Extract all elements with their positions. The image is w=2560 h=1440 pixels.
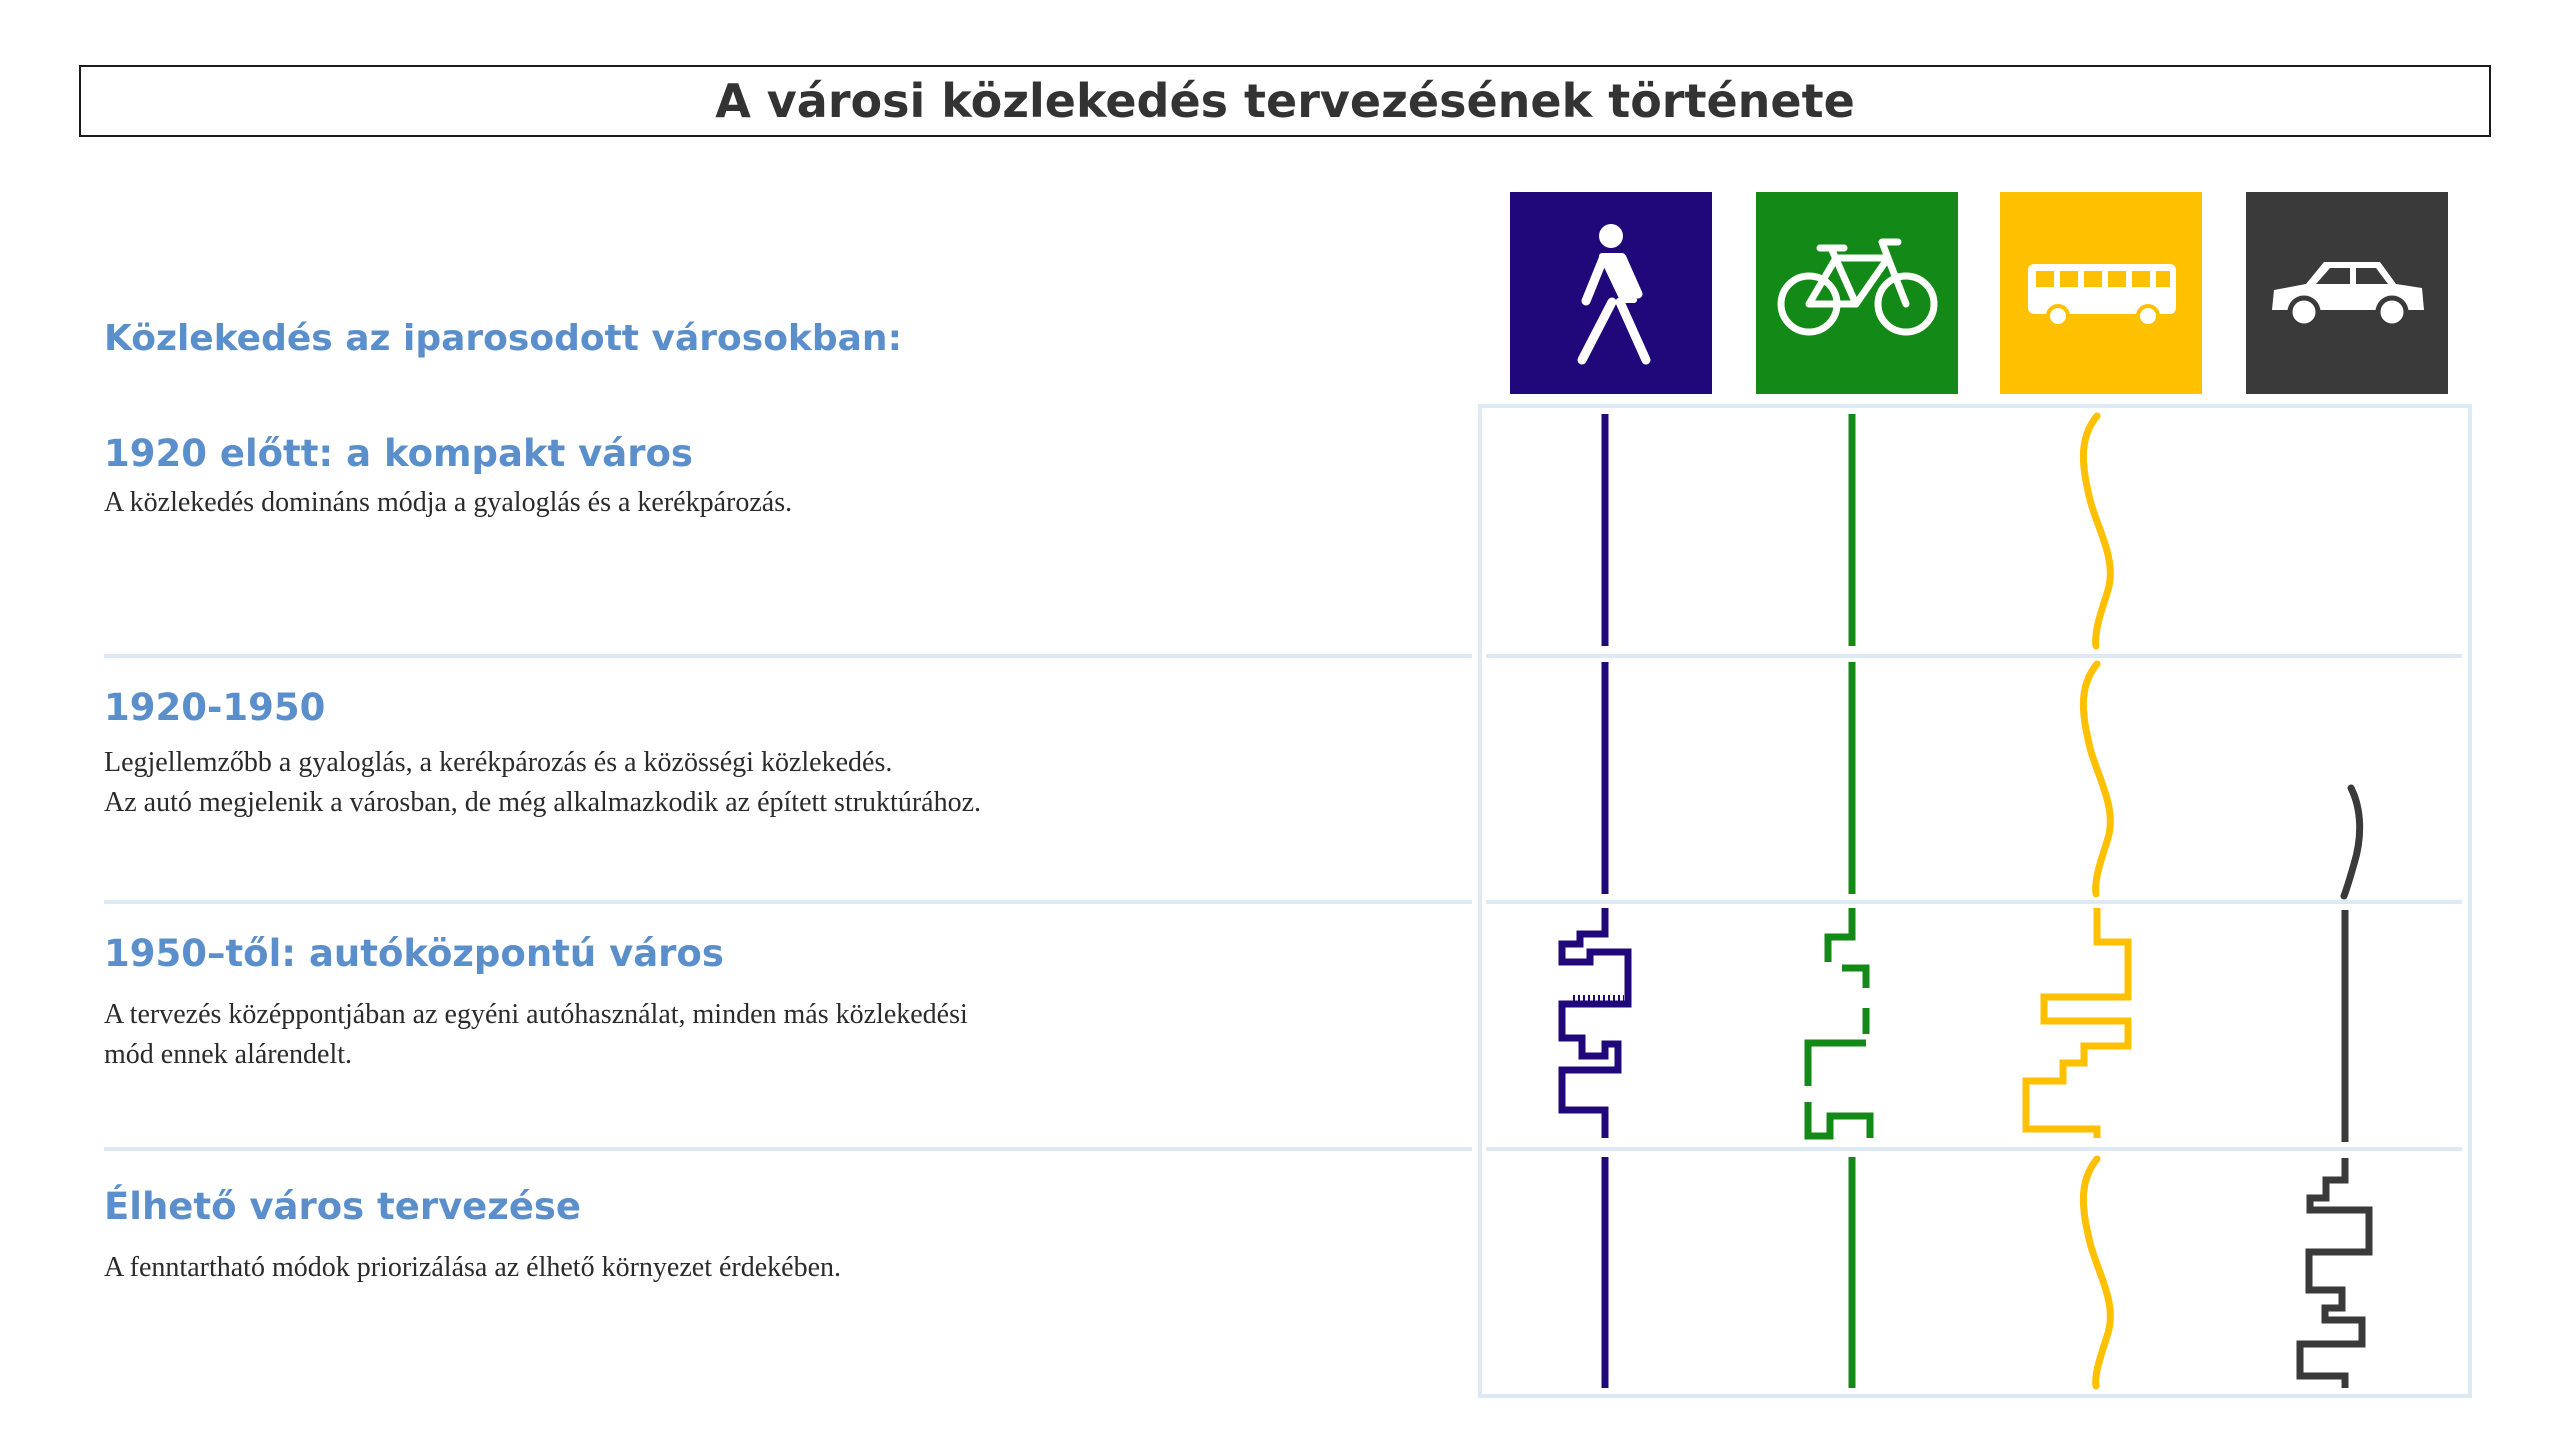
car-lane (2300, 788, 2369, 1388)
bicycle-path-era3b (1842, 968, 1866, 988)
bus-path-era1 (2083, 416, 2110, 646)
page-title: A városi közlekedés tervezésének története (715, 74, 1855, 128)
car-path-era2 (2344, 788, 2360, 896)
bicycle-path-era3d (1808, 1043, 1866, 1086)
era-description: A közlekedés domináns módja a gyaloglás és a kerékpározás. (104, 487, 793, 518)
era-description: A fenntartható módok priorizálása az élhető környezet érdekében. (104, 1252, 842, 1283)
era-description: Az autó megjelenik a városban, de még alkalmazkodik az épített struktúrához. (104, 787, 982, 818)
era-description: mód ennek alárendelt. (104, 1039, 353, 1070)
pedestrian-path-era3 (1562, 908, 1628, 1138)
era-title: Élhető város tervezése (104, 1185, 582, 1228)
bicycle-path-era3a (1828, 908, 1852, 962)
era-description: Legjellemzőbb a gyaloglás, a kerékpározás és a közösségi közlekedés. (104, 747, 893, 778)
car-path-era4 (2300, 1158, 2369, 1388)
era-description: A tervezés középpontjában az egyéni autóhasználat, minden más közlekedési (104, 999, 968, 1030)
bus-path-era3 (2026, 908, 2128, 1138)
intro-heading: Közlekedés az iparosodott városokban: (104, 318, 902, 359)
bus-path-era4 (2083, 1159, 2110, 1386)
bus-path-era2 (2083, 664, 2110, 894)
era-title: 1950–től: autóközpontú város (104, 932, 724, 975)
bicycle-path-era3e (1808, 1102, 1870, 1138)
era-title: 1920 előtt: a kompakt város (104, 432, 693, 475)
era-title: 1920-1950 (104, 686, 326, 729)
